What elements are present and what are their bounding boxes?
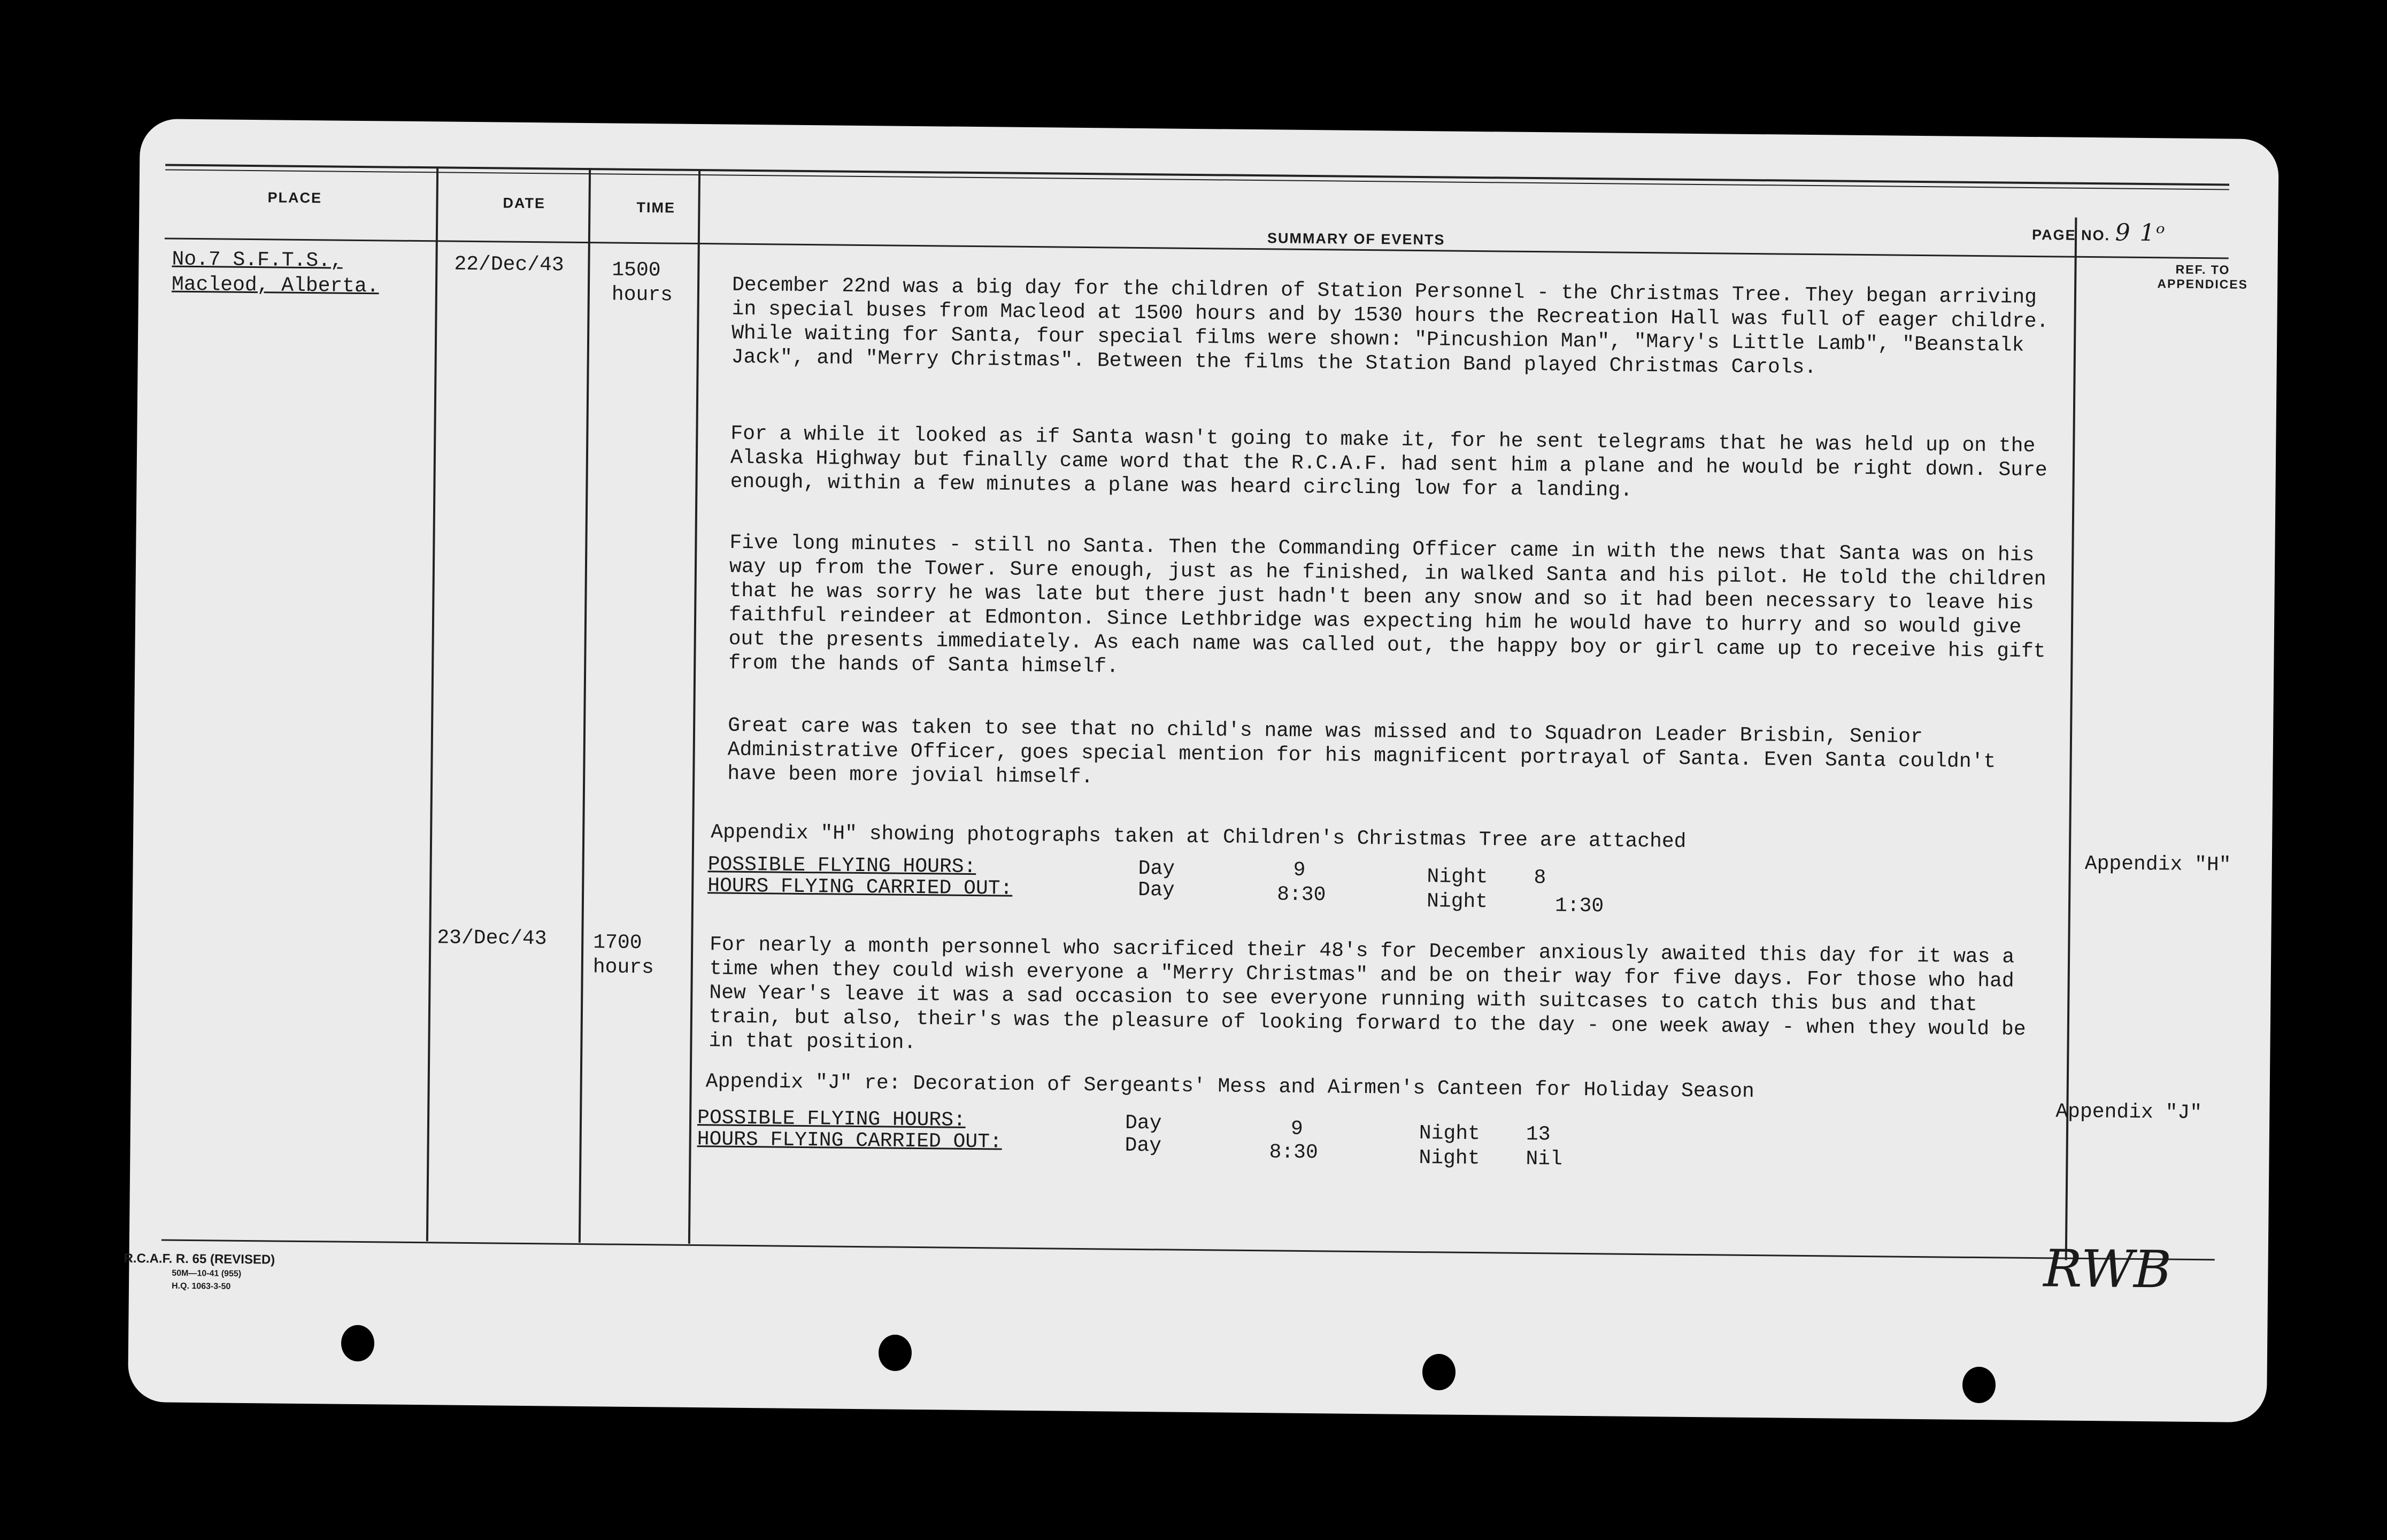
header-ref <box>2149 262 2257 292</box>
entry1-carried-label: HOURS FLYING CARRIED OUT: <box>707 874 1013 900</box>
entry1-appendix-ref: Appendix "H" <box>2084 852 2231 877</box>
entry2-night-label-2: Night <box>1419 1146 1480 1171</box>
entry2-possible-night: 13 <box>1526 1122 1551 1146</box>
bottom-rule <box>161 1239 2215 1260</box>
form-print-line: 50M—10-41 (955) <box>172 1268 242 1279</box>
entry1-night-label-2: Night <box>1426 890 1488 914</box>
entry2-time-line2: hours <box>592 956 654 980</box>
entry1-possible-day: 9 <box>1293 858 1306 882</box>
header-date: DATE <box>503 195 546 212</box>
form-number: R.C.A.F. R. 65 (REVISED) <box>124 1251 275 1267</box>
col-rule-place <box>426 166 438 1241</box>
entry2-day-label-1: Day <box>1125 1111 1162 1135</box>
entry2-night-label-1: Night <box>1419 1122 1481 1146</box>
entry1-night-label-1: Night <box>1427 865 1488 889</box>
header-place: PLACE <box>267 189 322 206</box>
entry2-carried-day: 8:30 <box>1269 1141 1318 1165</box>
entry1-possible-label: POSSIBLE FLYING HOURS: <box>707 853 976 879</box>
entry2-day-label-2: Day <box>1125 1134 1162 1158</box>
entry2-possible-label: POSSIBLE FLYING HOURS: <box>697 1106 966 1132</box>
ref-label-line1: REF. TO <box>2175 262 2230 277</box>
entry1-paragraph-1: December 22nd was a big day for the children of Station Personnel - the Christmas Tree. They began arriving in special buses from Macleod at 1500 hours and by 1530 hours the Recreation Hall was full of eager childre. While waiting for Santa, four special films were shown: "Pincushion Man", "Mary's Little Lamb", "Beanstalk Jack", and "Merry Christmas". Between the films the Station Band played Christmas Carols. <box>731 273 2049 380</box>
entry1-paragraph-2: For a while it looked as if Santa wasn't going to make it, for he sent telegrams that he was held up on the Alaska Highway but finally came word that the R.C.A.F. had sent him a plane and he would be right down. Sure enough, within a few minutes a plane was heard circling low for a landing. <box>730 422 2047 502</box>
entry1-appendix-note: Appendix "H" showing photographs taken at Children's Christmas Tree are attached <box>711 821 1687 853</box>
entry1-day-label-2: Day <box>1138 878 1175 902</box>
entry1-paragraph-4: Great care was taken to see that no child's name was missed and to Squadron Leader Brisbin, Senior Administrative Officer, goes special mention for his magnificent portrayal of Santa. Even Santa couldn't have been more jovial himself. <box>727 714 1996 789</box>
place-line2: Macleod, Alberta. <box>171 273 379 298</box>
header-summary: SUMMARY OF EVENTS <box>1267 230 1445 248</box>
page-no-value: 9 1ᵒ <box>2115 219 2166 247</box>
entry1-carried-night: 1:30 <box>1554 894 1604 918</box>
entry1-time-line1: 1500 <box>612 258 661 282</box>
entry1-day-label-1: Day <box>1138 857 1175 881</box>
entry2-appendix-ref: Appendix "J" <box>2055 1100 2203 1125</box>
header-time: TIME <box>636 199 676 216</box>
punch-hole-4 <box>1962 1367 1996 1403</box>
page-no-label: PAGE NO. <box>2031 226 2111 244</box>
top-rule-thin <box>165 169 2229 190</box>
punch-hole-1 <box>341 1325 374 1361</box>
form-hq-line: H.Q. 1063-3-50 <box>171 1281 231 1291</box>
col-rule-time <box>688 169 700 1244</box>
place-line1: No.7 S.F.T.S., <box>172 248 343 273</box>
header-page-no <box>2032 218 2166 247</box>
entry2-date: 23/Dec/43 <box>437 926 547 951</box>
entry1-possible-night: 8 <box>1534 866 1546 890</box>
entry1-time-line2: hours <box>611 283 673 307</box>
col-rule-date <box>579 168 591 1243</box>
entry1-date: 22/Dec/43 <box>454 252 564 277</box>
entry2-carried-label: HOURS FLYING CARRIED OUT: <box>697 1128 1003 1154</box>
ref-label-line2: APPENDICES <box>2157 276 2249 291</box>
punch-hole-2 <box>879 1335 912 1371</box>
entry2-appendix-note: Appendix "J" re: Decoration of Sergeants' Mess and Airmen's Canteen for Holiday Season <box>705 1070 1755 1104</box>
top-rule <box>165 164 2229 186</box>
entry2-carried-night: Nil <box>1526 1147 1563 1171</box>
entry2-time-line1: 1700 <box>593 931 642 955</box>
entry2-possible-day: 9 <box>1290 1117 1303 1141</box>
punch-hole-3 <box>1422 1354 1456 1390</box>
record-card <box>124 119 2279 1422</box>
entry2-paragraph-1: For nearly a month personnel who sacrificed their 48's for December anxiously awaited this day for it was a time when they could wish everyone a "Merry Christmas" and be on their way for five days. For those who had New Year's leave it was a sad occasion to see everyone running with suitcases to catch this bus and that train, but also, their's was the pleasure of looking forward to the day - one week away - when they would be in that position. <box>709 933 2026 1055</box>
entry1-paragraph-3: Five long minutes - still no Santa. Then the Commanding Officer came in with the news that Santa was on his way up from the Tower. Sure enough, just as he finished, in walked Santa and his pilot. He told the children that he was sorry he was late but there just hadn't been any snow and so it had been necessary to leave his faithful reindeer at Edmonton. Since Lethbridge was expecting him he would have to hurry and so would give out the presents immediately. As each name was called out, the happy boy or girl came up to receive his gift from the hands of Santa himself. <box>728 531 2046 679</box>
signature: RWB <box>2043 1238 2172 1300</box>
entry1-carried-day: 8:30 <box>1276 883 1326 907</box>
